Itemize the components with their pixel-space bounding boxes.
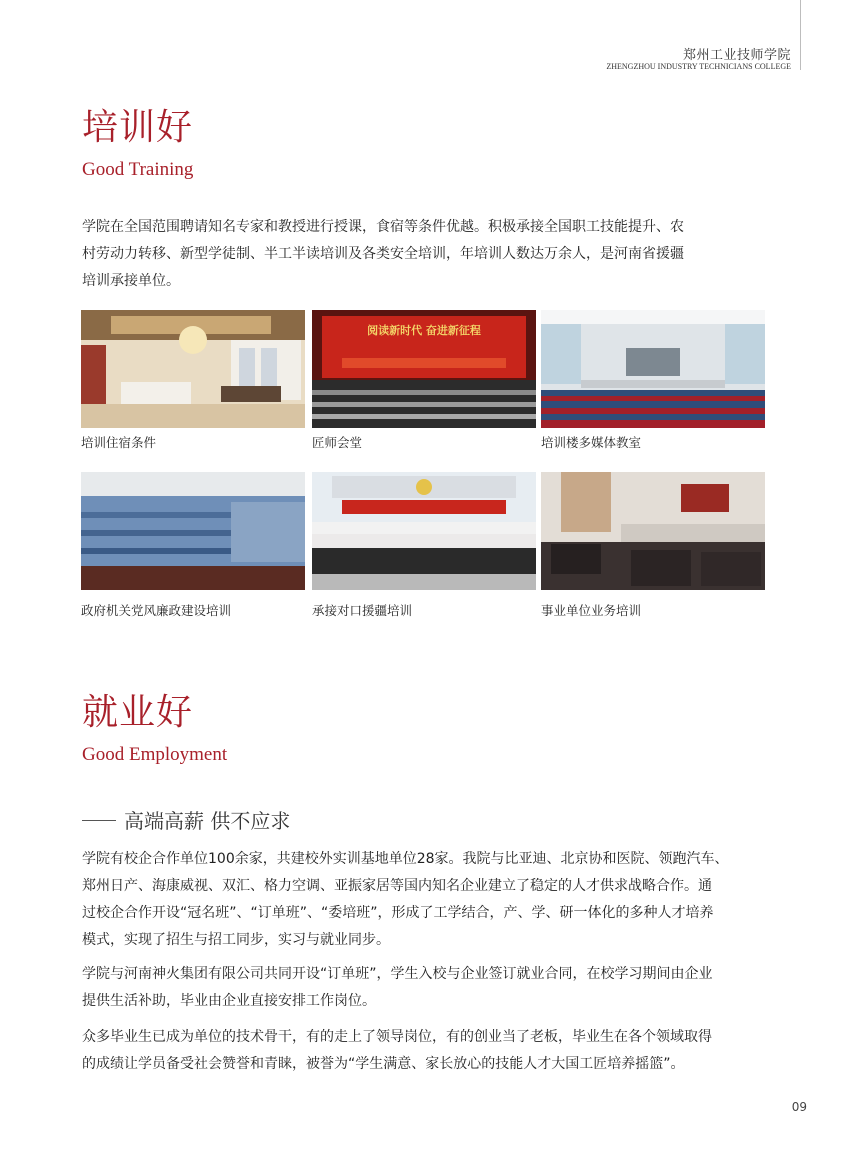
photo-auditorium	[312, 310, 536, 428]
caption-lodging: 培训住宿条件	[81, 435, 157, 450]
employment-subheading	[82, 805, 290, 834]
college-name-cn: 郑州工业技师学院	[682, 48, 791, 63]
subheading-dash	[82, 820, 116, 821]
auditorium-banner: 阅读新时代 奋进新征程	[367, 324, 481, 337]
training-subtitle: Good Training	[82, 159, 194, 180]
employment-paragraph-1	[82, 846, 782, 954]
caption-xinjiang-training: 承接对口援疆培训	[312, 603, 413, 618]
text-line: 的成绩让学员备受社会赞誉和青睐，被誉为“学生满意、家长放心的技能人才大国工匠培养摇篮”。	[82, 1056, 685, 1072]
text-line: 模式，实现了招生与招工同步，实习与就业同步。	[82, 932, 390, 948]
text-line: 郑州日产、海康威视、双汇、格力空调、亚振家居等国内知名企业建立了稳定的人才供求战略合作。通	[82, 878, 712, 894]
employment-subtitle: Good Employment	[82, 744, 228, 765]
photo-xinjiang-training	[312, 472, 536, 590]
text-line: 过校企合作开设“冠名班”、“订单班”、“委培班”，形成了工学结合，产、学、研一体化的多种人才培养	[82, 905, 714, 921]
caption-auditorium: 匠师会堂	[312, 435, 363, 450]
text-line: 村劳动力转移、新型学徒制、半工半读培训及各类安全培训，年培训人数达万余人，是河南省援疆	[82, 246, 684, 262]
photo-institution-training	[541, 472, 765, 590]
training-title: 培训好	[82, 107, 194, 148]
text-line: 学院有校企合作单位100余家，共建校外实训基地单位28家。我院与比亚迪、北京协和医院、领跑汽车、	[82, 851, 729, 867]
caption-institution-training: 事业单位业务培训	[541, 603, 642, 618]
caption-government-training: 政府机关党风廉政建设培训	[81, 603, 232, 618]
text-line: 学院与河南神火集团有限公司共同开设“订单班”，学生入校与企业签订就业合同，在校学习期间由企业	[82, 966, 713, 982]
training-paragraph	[82, 214, 782, 295]
page-number: 09	[791, 1100, 807, 1114]
text-line: 学院在全国范围聘请知名专家和教授进行授课，食宿等条件优越。积极承接全国职工技能提升、农	[82, 219, 684, 235]
text-line: 众多毕业生已成为单位的技术骨干，有的走上了领导岗位，有的创业当了老板，毕业生在各个领域取得	[82, 1029, 712, 1045]
header-divider	[800, 0, 801, 70]
photo-multimedia-classroom	[541, 310, 765, 428]
caption-multimedia-classroom: 培训楼多媒体教室	[541, 435, 642, 450]
college-name-en: ZHENGZHOU INDUSTRY TECHNICIANS COLLEGE	[606, 62, 791, 71]
employment-paragraph-2	[82, 961, 782, 1015]
photo-government-training	[81, 472, 305, 590]
employment-title: 就业好	[82, 692, 194, 733]
text-line: 提供生活补助，毕业由企业直接安排工作岗位。	[82, 993, 376, 1009]
text-line: 培训承接单位。	[82, 273, 180, 289]
subheading-text: 高端高薪 供不应求	[124, 809, 291, 833]
photo-lodging	[81, 310, 305, 428]
employment-paragraph-3	[82, 1024, 782, 1078]
